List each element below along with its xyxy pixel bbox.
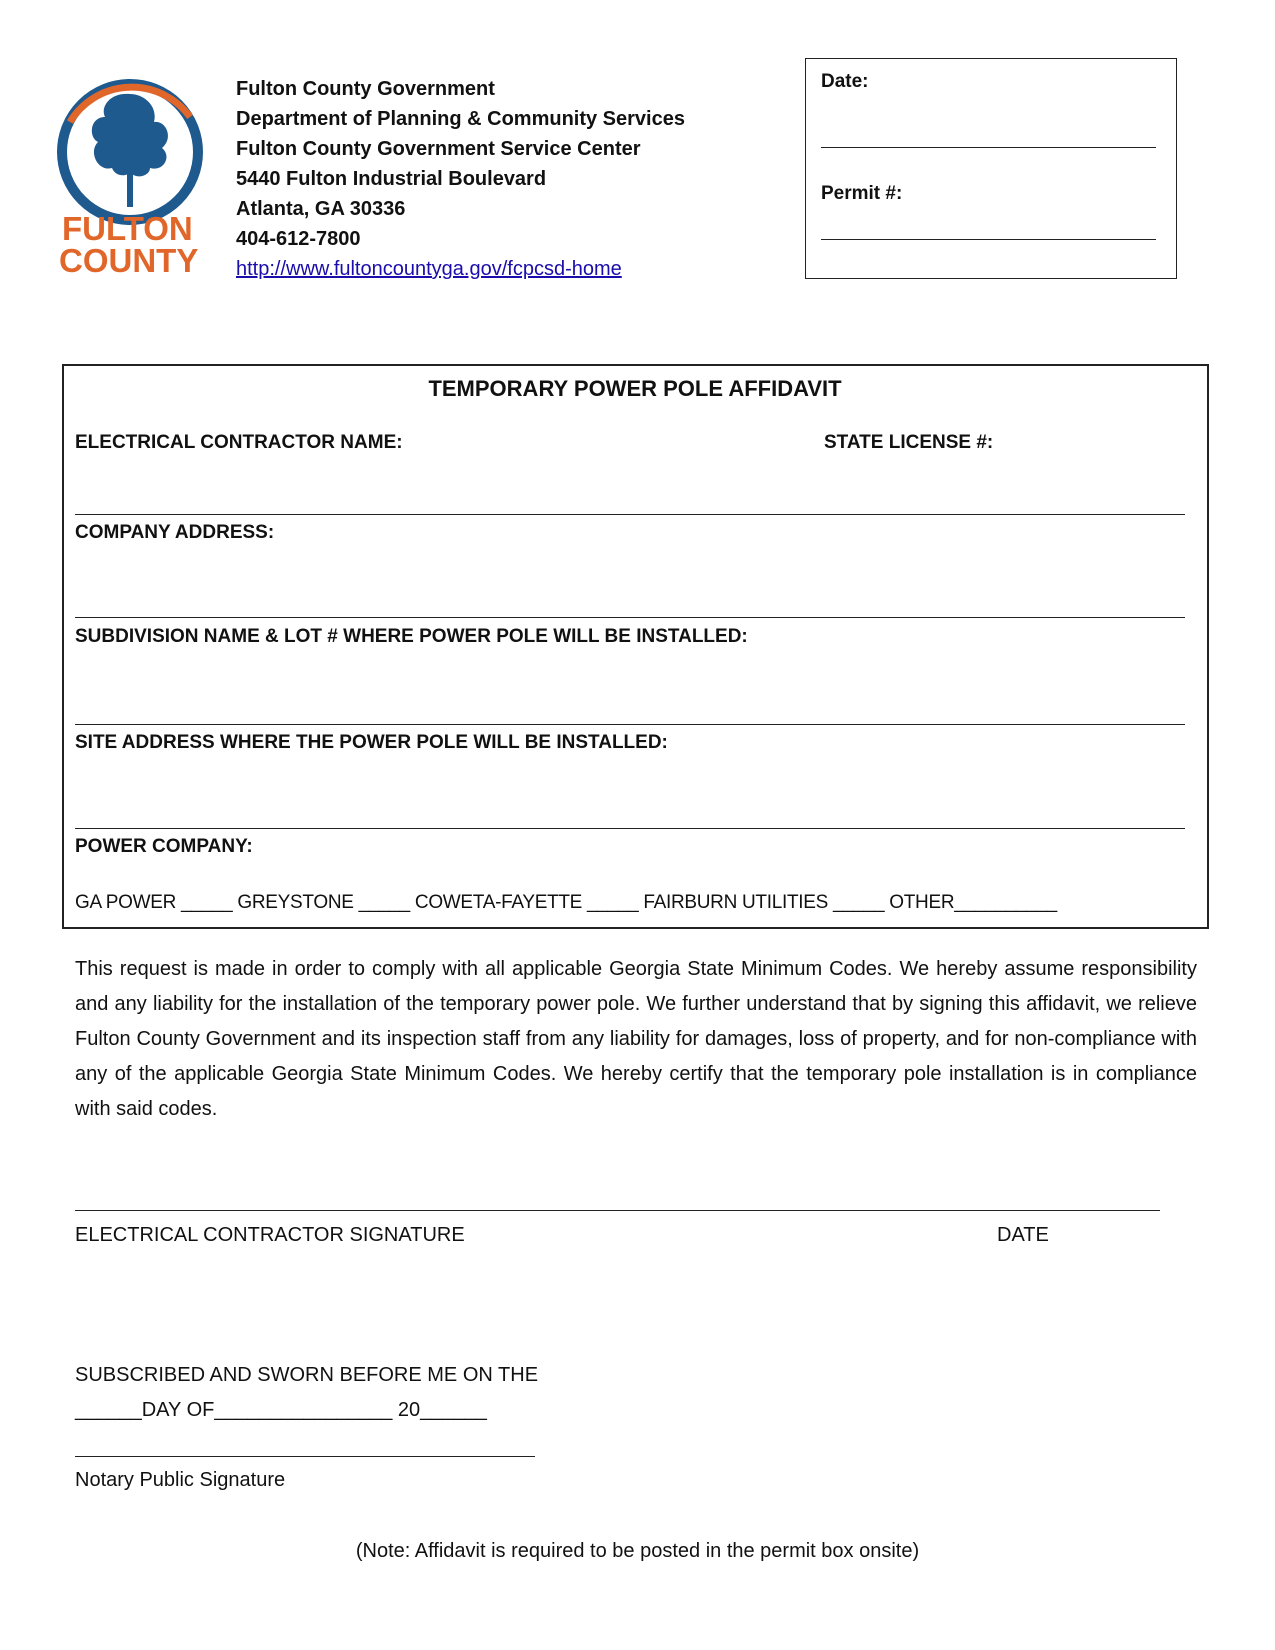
contractor-signature-label: ELECTRICAL CONTRACTOR SIGNATURE — [75, 1224, 465, 1246]
contractor-name-field-line[interactable] — [75, 514, 1185, 515]
company-address-label: COMPANY ADDRESS: — [75, 522, 275, 543]
permit-blank-line[interactable] — [821, 239, 1156, 240]
affidavit-statement: This request is made in order to comply with all applicable Georgia State Minimum Codes. We hereby assume responsibility and any liability for the installation of the temporary power pole. We further understand that by signing this affidavit, we relieve Fulton County Government and its inspection staff from any liability for damages, loss of property, and for non-compliance with any of the applicable Georgia State Minimum Codes. We hereby certify that the temporary pole installation is in compliance with said codes. — [75, 958, 1197, 1120]
sworn-day-blanks[interactable]: ______DAY OF________________ 20______ — [75, 1399, 487, 1421]
header-street-address: 5440 Fulton Industrial Boulevard — [236, 168, 547, 190]
fulton-county-logo — [50, 72, 210, 284]
site-address-field-line[interactable] — [75, 828, 1185, 829]
header-org-name: Fulton County Government — [236, 78, 495, 100]
notary-signature-label: Notary Public Signature — [75, 1469, 286, 1491]
signature-date-label: DATE — [997, 1224, 1049, 1246]
header-city-state-zip: Atlanta, GA 30336 — [236, 198, 406, 220]
subdivision-label: SUBDIVISION NAME & LOT # WHERE POWER POLE WILL BE INSTALLED: — [75, 626, 748, 647]
notary-signature-line[interactable] — [75, 1456, 535, 1457]
office-use-box — [805, 58, 1177, 279]
logo-text-fulton: FULTON — [62, 210, 193, 247]
header-website-link[interactable]: http://www.fultoncountyga.gov/fcpcsd-home — [236, 258, 622, 280]
posting-note: (Note: Affidavit is required to be posted in the permit box onsite) — [355, 1540, 920, 1562]
form-title: TEMPORARY POWER POLE AFFIDAVIT — [428, 376, 842, 401]
sworn-statement: SUBSCRIBED AND SWORN BEFORE ME ON THE — [75, 1364, 539, 1386]
date-blank-line[interactable] — [821, 147, 1156, 148]
company-address-field-line[interactable] — [75, 617, 1185, 618]
logo-text-county: COUNTY — [59, 242, 199, 279]
contractor-signature-line[interactable] — [75, 1210, 1160, 1211]
permit-label: Permit #: — [821, 183, 903, 204]
header-phone: 404-612-7800 — [236, 228, 361, 250]
site-address-label: SITE ADDRESS WHERE THE POWER POLE WILL BE INSTALLED: — [75, 732, 668, 753]
power-company-label: POWER COMPANY: — [75, 836, 253, 857]
subdivision-field-line[interactable] — [75, 724, 1185, 725]
date-label: Date: — [821, 71, 869, 92]
header-department: Department of Planning & Community Services — [236, 108, 685, 130]
state-license-label: STATE LICENSE #: — [824, 432, 994, 453]
affidavit-form-box — [62, 364, 1209, 929]
header-service-center: Fulton County Government Service Center — [236, 138, 641, 160]
power-company-options[interactable]: GA POWER _____ GREYSTONE _____ COWETA-FAYETTE _____ FAIRBURN UTILITIES _____ OTHER__________ — [75, 892, 1057, 913]
contractor-name-label: ELECTRICAL CONTRACTOR NAME: — [75, 432, 403, 453]
